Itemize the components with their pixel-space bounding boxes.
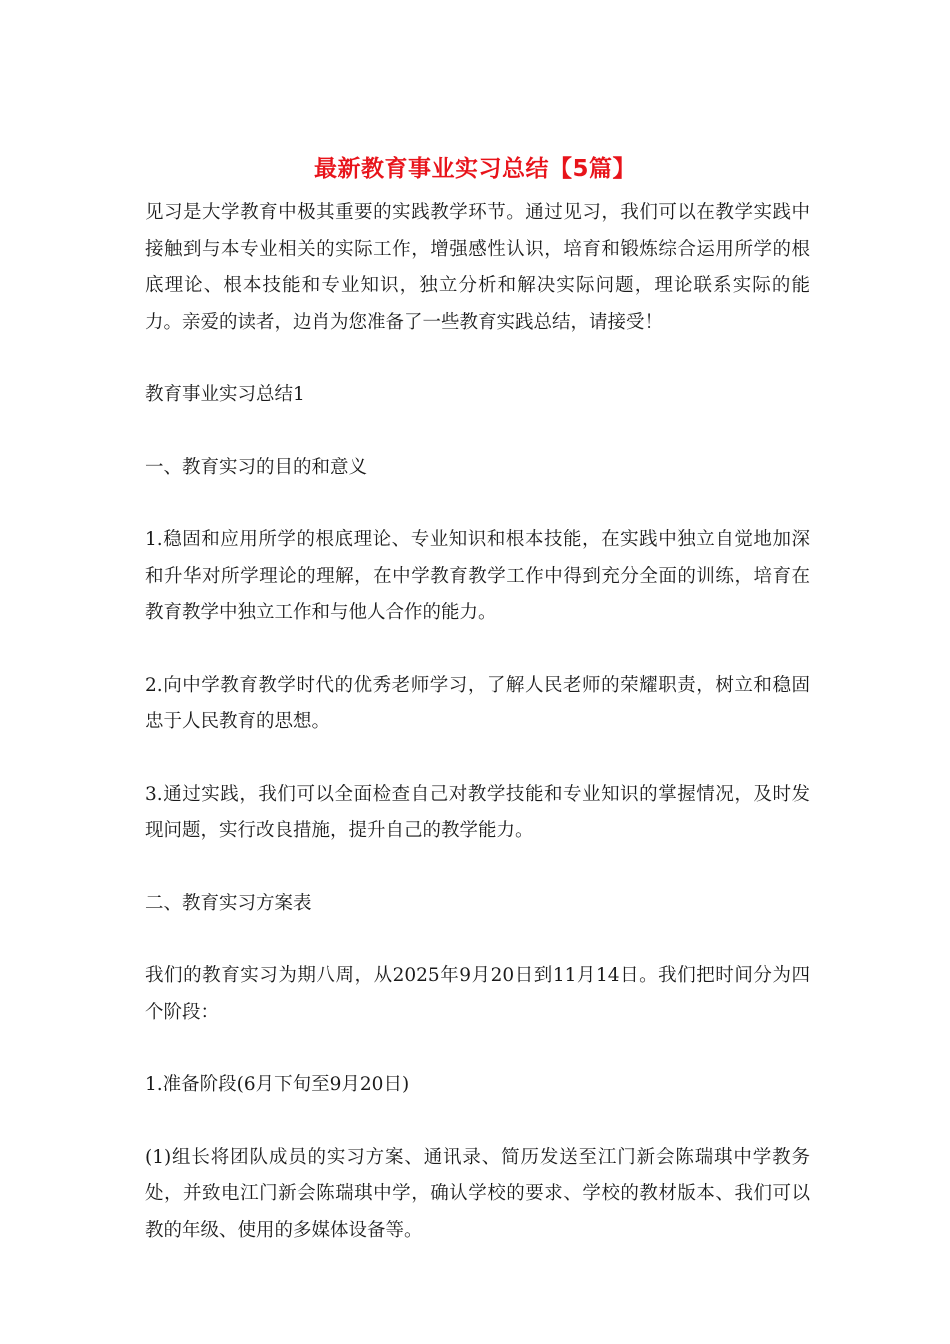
- section-title: 教育事业实习总结1: [145, 384, 305, 405]
- purpose-point-2: 2.向中学教育教学时代的优秀老师学习，了解人民老师的荣耀职责，树立和稳固忠于人民教育的思想。: [145, 674, 810, 732]
- paragraph-gap: [145, 414, 810, 450]
- document-title: 最新教育事业实习总结【5篇】: [313, 156, 636, 182]
- purpose-point-1: 1.稳固和应用所学的根底理论、专业知识和根本技能，在实践中独立自觉地加深和升华对所学理论的理解，在中学教育教学工作中得到充分全面的训练，培育在教育教学中独立工作和与他人合作的能力。: [145, 529, 810, 623]
- intro-paragraph: 见习是大学教育中极其重要的实践教学环节。通过见习，我们可以在教学实践中接触到与本专业相关的实际工作，增强感性认识，培育和锻炼综合运用所学的根底理论、根本技能和专业知识，独立分析和解决实际问题，理论联系实际的能力。亲爱的读者，边肖为您准备了一些教育实践总结，请接受！: [145, 202, 810, 333]
- stage-1-item-1: (1)组长将团队成员的实习方案、通讯录、简历发送至江门新会陈瑞琪中学教务处，并致电江门新会陈瑞琪中学，确认学校的要求、学校的教材版本、我们可以教的年级、使用的多媒体设备等。: [145, 1146, 810, 1241]
- paragraph-gap: [145, 1104, 810, 1140]
- paragraph-gap: [145, 922, 810, 958]
- heading-purpose: 一、教育实习的目的和意义: [145, 456, 368, 478]
- paragraph-gap: [145, 632, 810, 668]
- paragraph-gap: [145, 850, 810, 886]
- purpose-point-3: 3.通过实践，我们可以全面检查自己对教学技能和专业知识的掌握情况，及时发现问题，实行改良措施，提升自己的教学能力。: [145, 783, 810, 841]
- paragraph-gap: [145, 1031, 810, 1067]
- paragraph-gap: [145, 741, 810, 777]
- paragraph-gap: [145, 486, 810, 522]
- heading-schedule: 二、教育实习方案表: [145, 892, 312, 914]
- paragraph-gap: [145, 341, 810, 377]
- stage-1-heading: 1.准备阶段(6月下旬至9月20日): [145, 1074, 410, 1095]
- document-body: [145, 195, 810, 1249]
- schedule-intro: 我们的教育实习为期八周，从2025年9月20日到11月14日。我们把时间分为四个阶段：: [145, 965, 810, 1023]
